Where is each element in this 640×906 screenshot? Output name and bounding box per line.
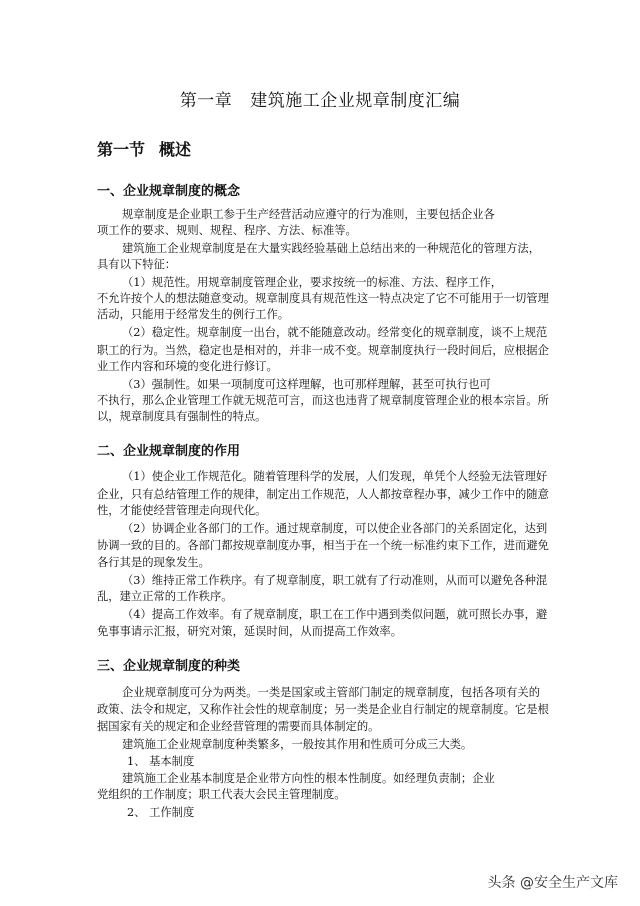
chapter-title <box>0 86 640 111</box>
paragraph-line: （2）稳定性。规章制度一出台，就不能随意改动。经常变化的规章制度，谈不上规范 <box>122 326 548 339</box>
section-title-text: 概述 <box>159 140 192 159</box>
paragraph-line: 建筑施工企业基本制度是企业带方向性的根本性制度。如经理负责制；企业 <box>122 772 495 785</box>
paragraph-line: （3）强制性。如果一项制度可这样理解，也可那样理解，甚至可执行也可 <box>122 378 491 391</box>
paragraph-line: 以，规章制度具有强制性的特点。 <box>97 410 267 423</box>
list-item: 1、 基本制度 <box>127 755 195 768</box>
subsection-heading-types: 三、企业规章制度的种类 <box>97 659 241 674</box>
paragraph-line: （1）规范性。用规章制度管理企业，要求按统一的标准、方法、程序工作， <box>122 276 502 289</box>
paragraph-line: 规章制度是企业职工参于生产经营活动应遵守的行为准则，主要包括企业各 <box>122 208 495 221</box>
paragraph-line: 乱，建立正常的工作秩序。 <box>97 590 233 603</box>
subsection-heading-function: 二、企业规章制度的作用 <box>97 444 241 459</box>
paragraph-line: 建筑施工企业规章制度是在大量实践经验基础上总结出来的一种规范化的管理方法， <box>122 242 540 255</box>
paragraph-line: 企业规章制度可分为两类。一类是国家或主管部门制定的规章制度，包括各项有关的 <box>122 686 540 699</box>
section-number: 第一节 <box>97 140 146 159</box>
paragraph-line: 企业，只有总结管理工作的规律，制定出工作规范，人人都按章程办事，减少工作中的随意 <box>97 488 549 501</box>
paragraph-line: 项工作的要求、规则、规程、程序、方法、标准等。 <box>97 224 357 237</box>
subsection-heading-concept: 一、企业规章制度的概念 <box>97 184 241 199</box>
section-title <box>97 137 191 160</box>
paragraph-line: 不执行，那么企业管理工作就无规范可言，而这也违背了规章制度管理企业的根本宗旨。所 <box>97 394 549 407</box>
paragraph-line: （3）维持正常工作秩序。有了规章制度，职工就有了行动准则，从而可以避免各种混 <box>122 574 548 587</box>
paragraph-line: 各行其是的现象发生。 <box>97 556 210 569</box>
watermark: 头条 @安全生产文库 <box>487 875 618 891</box>
chapter-title-text: 建筑施工企业规章制度汇编 <box>250 91 461 111</box>
paragraph-line: （4）提高工作效率。有了规章制度，职工在工作中遇到类似问题，就可照长办事，避 <box>122 608 548 621</box>
paragraph-line: 业工作内容和环境的变化进行修订。 <box>97 360 278 373</box>
paragraph-line: 免事事请示汇报，研究对策，延误时间，从而提高工作效率。 <box>97 625 403 638</box>
paragraph-line: 协调一致的目的。各部门都按规章制度办事，相当于在一个统一标准约束下工作，进而避免 <box>97 539 549 552</box>
paragraph-line: 党组织的工作制度；职工代表大会民主管理制度。 <box>97 788 346 801</box>
paragraph-line: （2）协调企业各部门的工作。通过规章制度，可以使企业各部门的关系固定化，达到 <box>122 522 548 535</box>
paragraph-line: 据国家有关的规定和企业经营管理的需要而具体制定的。 <box>97 720 380 733</box>
paragraph-line: 政策、法令和规定，又称作社会性的规章制度；另一类是企业自行制定的规章制度。它是根 <box>97 703 549 716</box>
paragraph-line: 职工的行为。当然，稳定也是相对的，并非一成不变。规章制度执行一段时间后，应根据企 <box>97 344 549 357</box>
paragraph-line: 建筑施工企业规章制度种类繁多，一般按其作用和性质可分成三大类。 <box>122 738 473 751</box>
paragraph-line: 不允许按个人的想法随意变动。规章制度具有规范性这一特点决定了它不可能用于一切管理 <box>97 292 549 305</box>
paragraph-line: 性，才能使经营管理走向现代化。 <box>97 504 267 517</box>
paragraph-line: 具有以下特征： <box>97 258 177 271</box>
paragraph-line: （1）使企业工作规范化。随着管理科学的发展，人们发现，单凭个人经验无法管理好 <box>122 470 548 483</box>
paragraph-line: 活动，只能用于经常发生的例行工作。 <box>97 308 290 321</box>
chapter-number: 第一章 <box>179 91 233 111</box>
list-item: 2、 工作制度 <box>127 806 195 819</box>
